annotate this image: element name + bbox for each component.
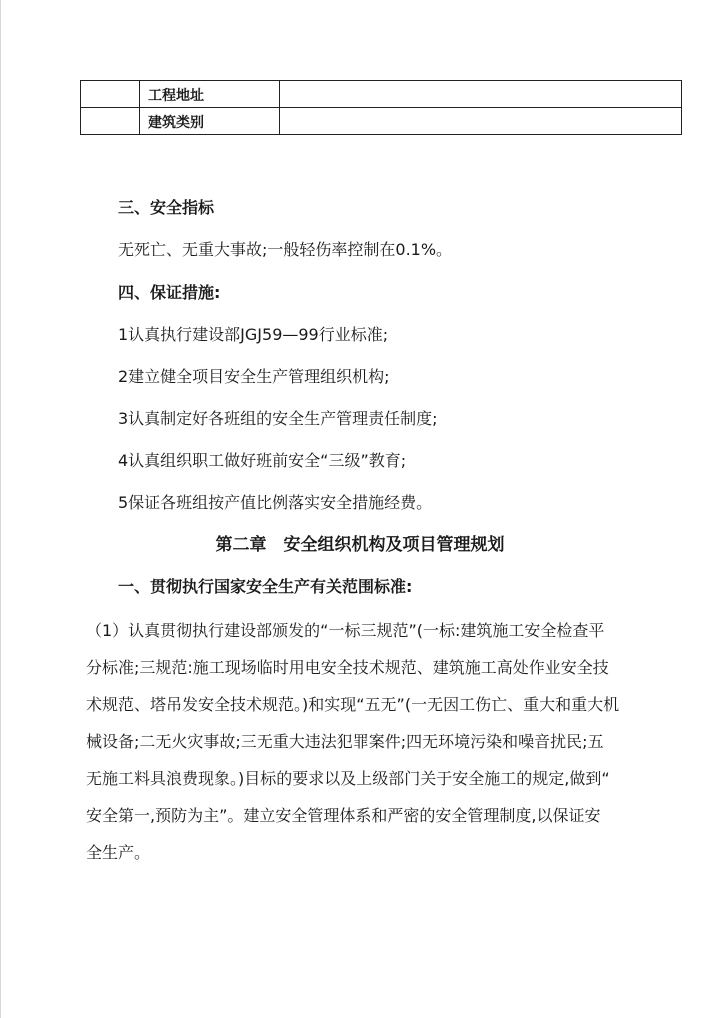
paragraph-line: 械设备;二无火灾事故;三无重大违法犯罪案件;四无环境污染和噪音扰民;五 [86, 732, 604, 751]
chapter-title: 第二章 安全组织机构及项目管理规划 [215, 535, 505, 555]
table-cell-value [280, 81, 682, 108]
section3-text: 无死亡、无重大事故;一般轻伤率控制在0.1%。 [118, 240, 453, 259]
table-cell-blank [81, 81, 140, 108]
paragraph-line: （1）认真贯彻执行建设部颁发的“一标三规范”(一标:建筑施工安全检查平 [86, 621, 605, 640]
table-cell-label: 建筑类别 [140, 108, 280, 135]
table-cell-value [280, 108, 682, 135]
paragraph-line: 术规范、塔吊发安全技术规范。)和实现“五无”(一无因工伤亡、重大和重大机 [86, 695, 620, 714]
section3-heading: 三、安全指标 [118, 198, 215, 217]
paragraph-line: 无施工料具浪费现象。)目标的要求以及上级部门关于安全施工的规定,做到“ [86, 769, 610, 788]
project-info-table [80, 80, 682, 135]
measure-item-2: 2建立健全项目安全生产管理组织机构; [118, 367, 390, 386]
page-edge [0, 0, 1, 1018]
paragraph-line: 分标准;三规范:施工现场临时用电安全技术规范、建筑施工高处作业安全技 [86, 658, 609, 677]
table-row [81, 81, 682, 108]
measure-item-1: 1认真执行建设部JGJ59—99行业标准; [118, 325, 389, 344]
paragraph-line: 全生产。 [86, 843, 151, 862]
table-row [81, 108, 682, 135]
measure-item-3: 3认真制定好各班组的安全生产管理责任制度; [118, 409, 438, 428]
chapter-paragraph [86, 612, 666, 871]
chapter-section1-heading: 一、贯彻执行国家安全生产有关范围标准: [118, 577, 413, 596]
measure-item-4: 4认真组织职工做好班前安全“三级”教育; [118, 451, 407, 470]
section4-heading: 四、保证措施: [118, 283, 221, 302]
table-cell-blank [81, 108, 140, 135]
paragraph-line: 安全第一,预防为主”。建立安全管理体系和严密的安全管理制度,以保证安 [86, 806, 601, 825]
table-cell-label: 工程地址 [140, 81, 280, 108]
measure-item-5: 5保证各班组按产值比例落实安全措施经费。 [118, 493, 433, 512]
